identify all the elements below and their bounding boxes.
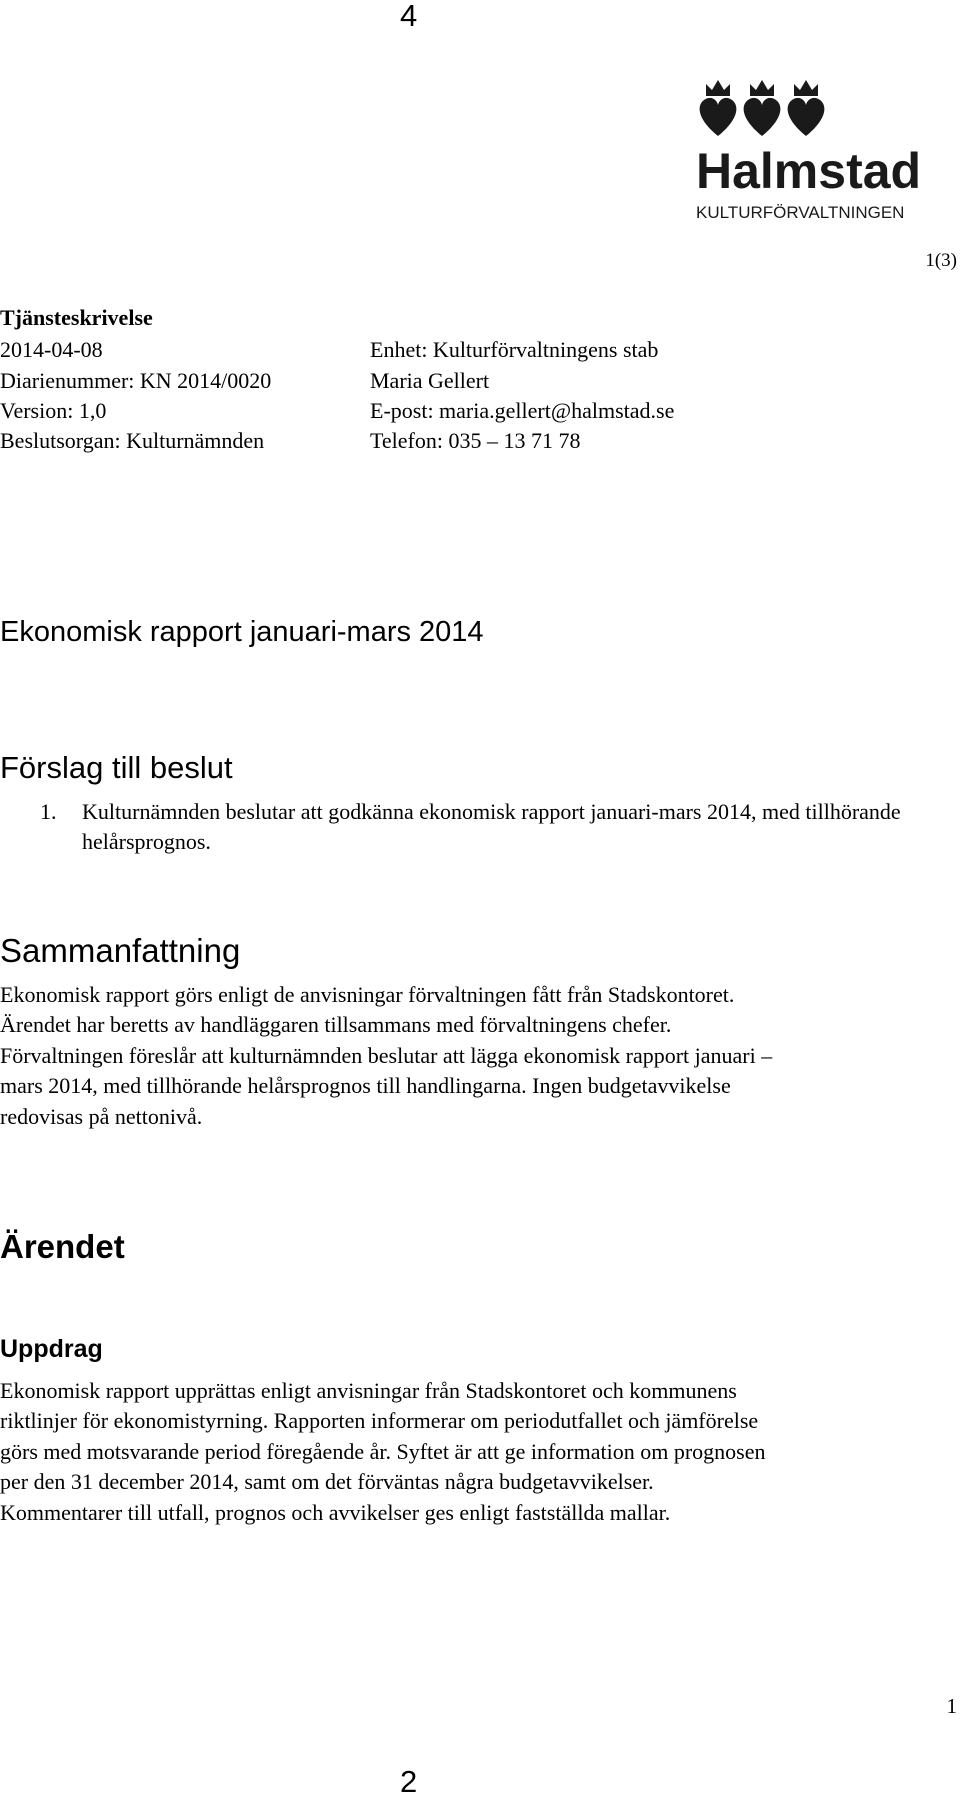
section-heading-arendet: Ärendet [0, 1228, 125, 1265]
crown-icon [706, 80, 818, 96]
page-count: 1(3) [925, 250, 957, 271]
subsection-heading-uppdrag: Uppdrag [0, 1335, 103, 1363]
document-type: Tjänsteskrivelse [0, 305, 153, 330]
document-title: Ekonomisk rapport januari-mars 2014 [0, 616, 484, 648]
svg-text:Halmstad: Halmstad [696, 143, 922, 199]
author-email: E-post: maria.gellert@halmstad.se [370, 398, 675, 423]
proposal-text: Kulturnämnden beslutar att godkänna ekonomisk rapport januari-mars 2014, med tillhörande helårsprognos. [82, 799, 901, 854]
date: 2014-04-08 [0, 337, 103, 362]
author-phone: Telefon: 035 – 13 71 78 [370, 428, 581, 453]
uppdrag-paragraph: Ekonomisk rapport upprättas enligt anvisningar från Stadskontoret och kommunens riktlinjer för ekonomistyrning. Rapporten informerar om periodutfallet och jämförelse görs med motsvarande period föregående år. Syftet är att ge information om prognosen per den 31 december 2014, samt om det förväntas några budgetavvikelser. Kommentarer till utfall, prognos och avvikelser ges enligt fastställda mallar. [0, 1378, 766, 1525]
diary-number: Diarienummer: KN 2014/0020 [0, 368, 272, 393]
section-heading-forslag: Förslag till beslut [0, 750, 233, 785]
page-number: 1 [946, 1694, 957, 1718]
section-heading-sammanfattning: Sammanfattning [0, 932, 241, 969]
unit: Enhet: Kulturförvaltningens stab [370, 337, 659, 362]
halmstad-logo [696, 78, 960, 228]
version: Version: 1,0 [0, 398, 107, 423]
proposal-number: 1. [40, 799, 57, 824]
top-page-number: 4 [400, 0, 418, 33]
bottom-page-number: 2 [400, 1764, 418, 1799]
author-name: Maria Gellert [370, 368, 490, 393]
decision-body: Beslutsorgan: Kulturnämnden [0, 428, 265, 453]
svg-text:KULTURFÖRVALTNINGEN: KULTURFÖRVALTNINGEN [696, 203, 905, 222]
heart-icon [700, 98, 825, 136]
sammanfattning-paragraph: Ekonomisk rapport görs enligt de anvisningar förvaltningen fått från Stadskontoret. Ärendet har beretts av handläggaren tillsammans med förvaltningens chefer. Förvaltningen föreslår att kulturnämnden beslutar att lägga ekonomisk rapport januari – mars 2014, med tillhörande helårsprognos till handlingarna. Ingen budgetavvikelse redovisas på nettonivå. [0, 982, 773, 1129]
